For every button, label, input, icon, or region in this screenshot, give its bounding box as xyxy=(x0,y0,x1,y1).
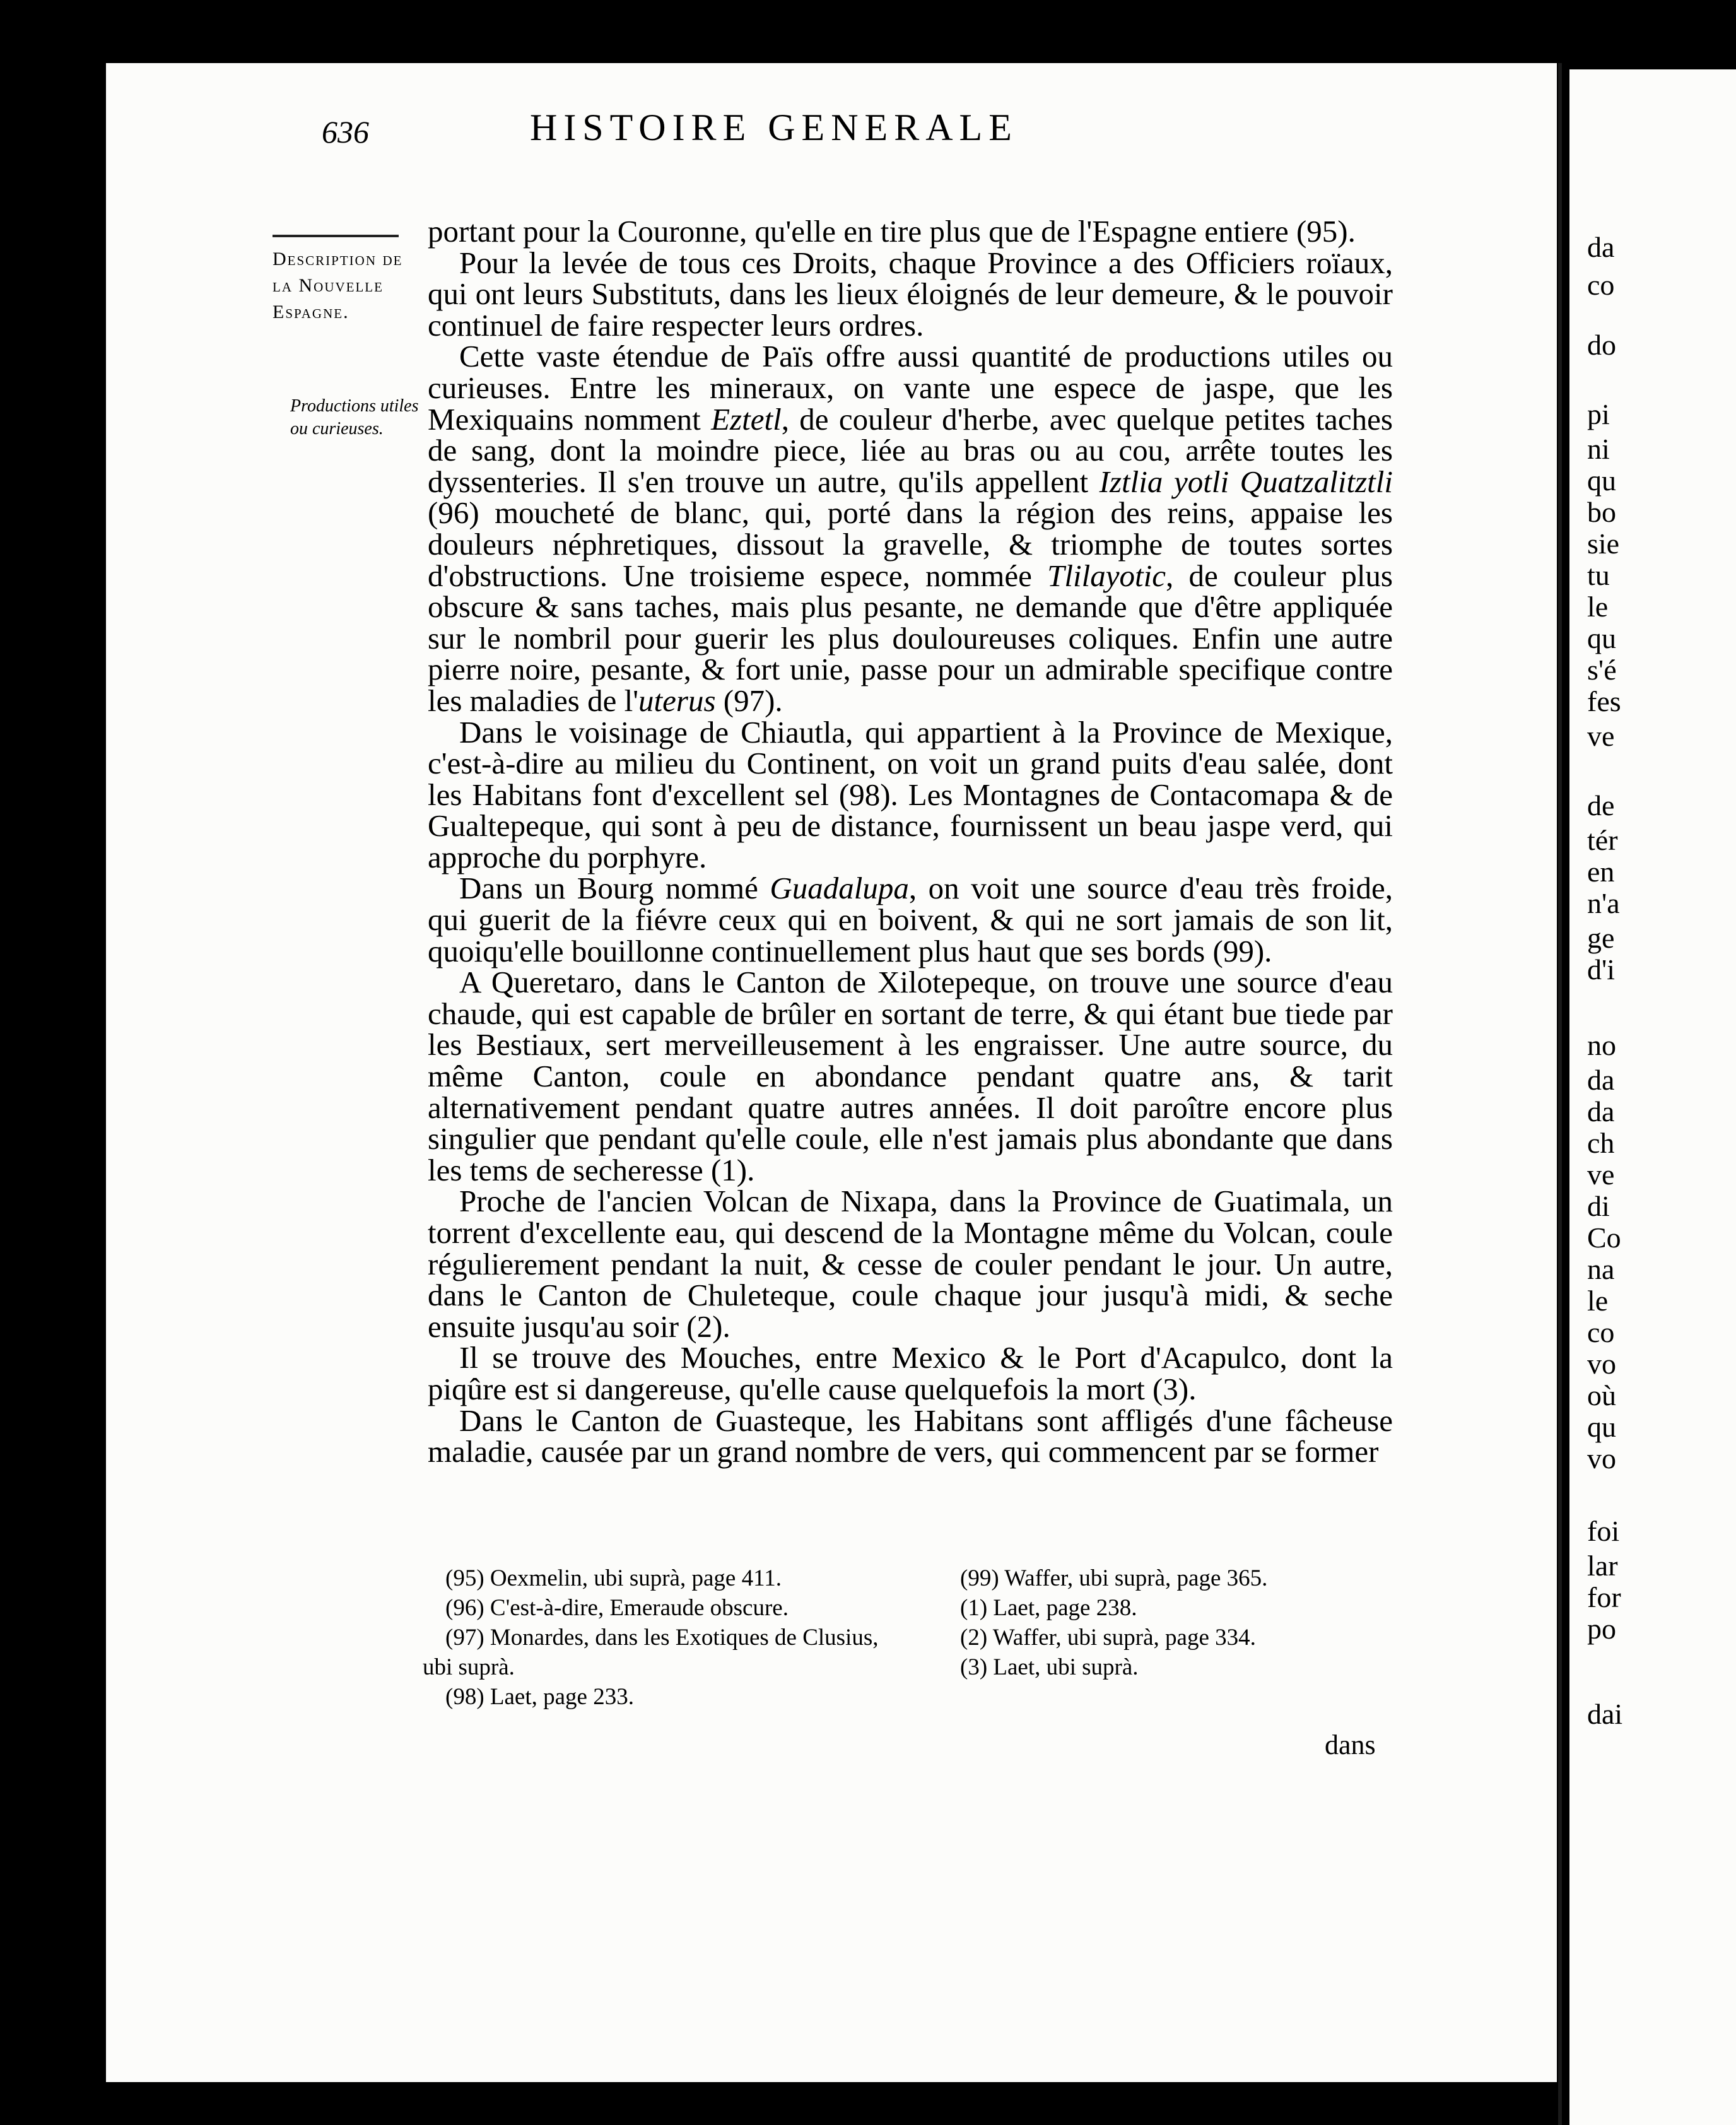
paragraph: Dans le voisinage de Chiautla, qui appartient à la Province de Mexique, c'est-à-dire au milieu du Continent, on voit un grand puits d'eau salée, dont les Habitans font d'excellent sel (98). Les Montagnes de Contacomapa & de Gualtepeque, qui sont à peu de distance, fournissent un beau jaspe verd, qui approche du porphyre. xyxy=(428,714,1393,874)
next-page-fragment: bo xyxy=(1587,496,1616,528)
footnote-ref: (99) xyxy=(960,1565,999,1591)
page-gutter xyxy=(1558,63,1562,2125)
next-page-fragment: no xyxy=(1587,1029,1616,1061)
margin-note-description: Description de la Nouvelle Espagne. xyxy=(273,249,403,322)
page-number: 636 xyxy=(322,114,369,150)
next-page-fragment: lar xyxy=(1587,1550,1618,1582)
next-page-fragment: pi xyxy=(1587,398,1610,430)
footnote-ref: (2) xyxy=(960,1625,988,1651)
footnote xyxy=(423,1682,889,1712)
footnote-ref: (97) xyxy=(445,1625,484,1651)
next-page-fragment: po xyxy=(1587,1613,1616,1645)
footnote-text: Waffer, ubi suprà, page 365. xyxy=(1004,1565,1268,1591)
next-page-fragment: da xyxy=(1587,231,1615,263)
next-page-fragment: Co xyxy=(1587,1221,1621,1254)
footnote xyxy=(937,1623,1392,1652)
next-page-fragment: le xyxy=(1587,591,1609,623)
next-page-fragment: ve xyxy=(1587,1158,1615,1191)
catchword: dans xyxy=(1325,1729,1376,1760)
footnote-text: Monardes, dans les Exotiques de Clusius, ubi suprà. xyxy=(423,1625,879,1680)
footnote xyxy=(937,1593,1392,1623)
next-page-fragment: d'i xyxy=(1587,953,1616,986)
margin-rule xyxy=(273,235,399,237)
next-page-fragment: co xyxy=(1587,1316,1615,1348)
next-page-fragment: s'é xyxy=(1587,654,1617,686)
next-page-fragment: n'a xyxy=(1587,887,1620,919)
footnote-text: Oexmelin, ubi suprà, page 411. xyxy=(490,1565,782,1591)
next-page-fragment: dai xyxy=(1587,1698,1623,1730)
footnote xyxy=(423,1593,889,1623)
paragraph: A Queretaro, dans le Canton de Xilotepeque, on trouve une source d'eau chaude, qui est capable de brûler en sortant de terre, & qui étant bue tiede par les Bestiaux, sert merveilleusement à les engraisser. Une autre source, du même Canton, coule en abondance pendant quatre ans, & tarit alternativement pendant quatre autres années. Il doit paroître encore plus singulier que pendant qu'elle coule, elle n'est jamais plus abondante que dans les tems de secheresse (1). xyxy=(428,965,1393,1187)
footnote xyxy=(937,1563,1392,1593)
footnotes-right xyxy=(937,1563,1392,1682)
next-page-fragment: tér xyxy=(1587,824,1618,856)
next-page-fragment: da xyxy=(1587,1064,1615,1096)
next-page-fragment: où xyxy=(1587,1379,1616,1411)
next-page-fragment: qu xyxy=(1587,622,1616,654)
running-title: HISTOIRE GENERALE xyxy=(530,107,1018,148)
footnote-text: Laet, page 238. xyxy=(993,1595,1137,1621)
paragraph: portant pour la Couronne, qu'elle en tire plus que de l'Espagne entiere (95). xyxy=(428,214,1356,249)
next-page-fragment: vo xyxy=(1587,1348,1616,1380)
footnote-ref: (95) xyxy=(445,1565,484,1591)
paragraph: Proche de l'ancien Volcan de Nixapa, dans la Province de Guatimala, un torrent d'excellente eau, qui descend de la Montagne même du Volcan, coule régulierement pendant la nuit, & cesse de couler pendant le jour. Un autre, dans le Canton de Chuleteque, coule chaque jour jusqu'à midi, & seche ensuite jusqu'au soir (2). xyxy=(428,1184,1393,1344)
footnotes-left xyxy=(423,1563,889,1712)
footnote-ref: (98) xyxy=(445,1684,484,1710)
next-page-fragment: do xyxy=(1587,329,1616,361)
footnote-text: Laet, ubi suprà. xyxy=(993,1654,1139,1680)
next-page-fragment: de xyxy=(1587,789,1615,821)
next-page-fragment: vo xyxy=(1587,1442,1616,1475)
next-page-fragment: le xyxy=(1587,1285,1609,1317)
next-page-fragment: sie xyxy=(1587,527,1620,560)
next-page-fragment: for xyxy=(1587,1581,1621,1613)
footnote xyxy=(423,1563,889,1593)
next-page-fragment: ch xyxy=(1587,1127,1615,1159)
footnote-text: C'est-à-dire, Emeraude obscure. xyxy=(490,1595,789,1621)
paragraph: Dans le Canton de Guasteque, les Habitans sont affligés d'une fâcheuse maladie, causée par un grand nombre de vers, qui commencent par se former xyxy=(428,1403,1393,1469)
next-page-fragment: foi xyxy=(1587,1515,1620,1547)
next-page-fragment: co xyxy=(1587,269,1615,301)
next-page-fragment: ge xyxy=(1587,922,1615,954)
paragraph: Cette vaste étendue de Païs offre aussi quantité de productions utiles ou curieuses. Entre les mineraux, on vante une espece de jaspe, que les Mexiquains nomment Eztetl, de couleur d'herbe, avec quelque petites taches de sang, dont la moindre piece, liée au bras ou au cou, arrête toutes les dyssenteries. Il s'en trouve un autre, qu'ils appellent Iztlia yotli Quatzalitztli (96) moucheté de blanc, qui, porté dans la région des reins, appaise les douleurs néphretiques, dissout la gravelle, & triomphe de toutes sortes d'obstructions. Une troisieme espece, nommée Tlilayotic, de couleur plus obscure & sans taches, mais plus pesante, ne demande que d'être appliquée sur le nombril pour guerir les plus douloureuses coliques. Enfin une autre pierre noire, pesante, & fort unie, passe pour un admirable specifique contre les maladies de l'uterus (97). xyxy=(428,339,1393,718)
next-page-fragment: qu xyxy=(1587,464,1616,497)
next-page-fragment: tu xyxy=(1587,559,1610,591)
next-page-fragment: fes xyxy=(1587,685,1621,717)
next-page-fragment: en xyxy=(1587,856,1615,888)
footnote-ref: (3) xyxy=(960,1654,988,1680)
footnote xyxy=(423,1623,889,1682)
paragraph: Pour la levée de tous ces Droits, chaque Province a des Officiers roïaux, qui ont leurs Substituts, dans les lieux éloignés de leur demeure, & le pouvoir continuel de faire respecter leurs ordres. xyxy=(428,245,1393,343)
paragraph: Dans un Bourg nommé Guadalupa, on voit une source d'eau très froide, qui guerit de la fiévre ceux qui en boivent, & qui ne sort jamais de son lit, quoiqu'elle bouillonne continuellement plus haut que ses bords (99). xyxy=(428,871,1393,968)
next-page-fragment: na xyxy=(1587,1253,1615,1285)
next-page-fragment: qu xyxy=(1587,1411,1616,1443)
next-page-fragment: ni xyxy=(1587,433,1610,465)
next-page-fragment: da xyxy=(1587,1095,1615,1127)
paragraph: Il se trouve des Mouches, entre Mexico & le Port d'Acapulco, dont la piqûre est si dangereuse, qu'elle cause quelquefois la mort (3). xyxy=(428,1340,1393,1406)
margin-note-productions: Productions utiles ou curieuses. xyxy=(290,396,419,439)
footnote-ref: (1) xyxy=(960,1595,988,1621)
footnote-text: Waffer, ubi suprà, page 334. xyxy=(992,1625,1256,1651)
main-text xyxy=(428,216,1393,1468)
footnote-text: Laet, page 233. xyxy=(490,1684,634,1710)
footnote xyxy=(937,1652,1392,1682)
next-page-fragment: di xyxy=(1587,1190,1610,1222)
next-page-fragment: ve xyxy=(1587,720,1615,752)
footnote-ref: (96) xyxy=(445,1595,484,1621)
